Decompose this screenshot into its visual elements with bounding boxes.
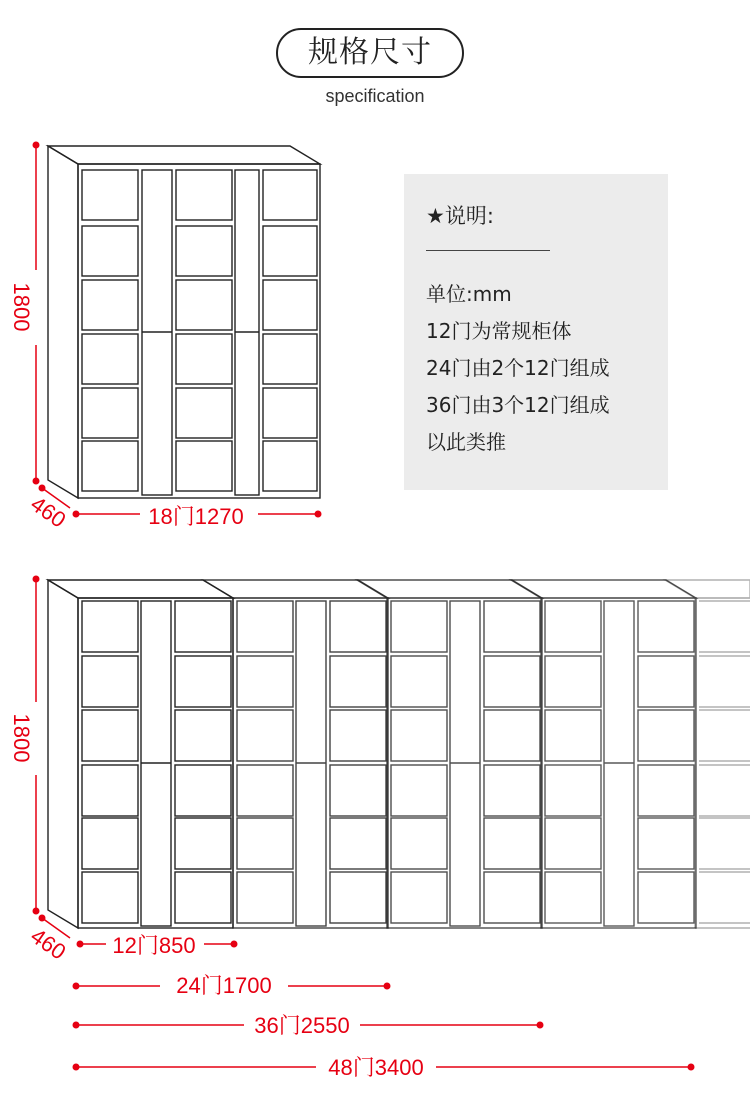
locker-door	[82, 765, 138, 816]
locker-door	[176, 280, 232, 330]
note-line-unit: 单位:mm	[426, 282, 512, 306]
dim-dot	[39, 485, 46, 492]
dim-dot	[537, 1022, 544, 1029]
locker-door	[545, 601, 601, 652]
dim-dot	[73, 1064, 80, 1071]
locker-door	[82, 280, 138, 330]
locker-door	[330, 710, 386, 761]
height-label-row: 1800	[9, 713, 34, 763]
locker-door	[237, 765, 293, 816]
cabinet-12-unit	[357, 580, 542, 928]
dim-dot	[33, 142, 40, 149]
locker-door	[263, 441, 317, 491]
page-subtitle: specification	[325, 86, 425, 106]
locker-door	[391, 656, 447, 707]
locker-door	[175, 818, 231, 869]
locker-door	[263, 226, 317, 276]
dim-dot	[231, 941, 238, 948]
locker-door	[484, 872, 540, 923]
locker-door	[82, 818, 138, 869]
locker-door	[638, 601, 694, 652]
locker-door	[638, 656, 694, 707]
locker-door	[484, 765, 540, 816]
locker-door	[176, 334, 232, 384]
dim-dot	[315, 511, 322, 518]
locker-door	[82, 441, 138, 491]
locker-door	[82, 334, 138, 384]
dim-dot	[688, 1064, 695, 1071]
dim-dot	[33, 576, 40, 583]
locker-door	[484, 818, 540, 869]
locker-door	[82, 388, 138, 438]
locker-door	[638, 710, 694, 761]
locker-door	[638, 765, 694, 816]
cabinet-faded-unit	[665, 580, 750, 928]
dim-dot	[73, 1022, 80, 1029]
locker-door	[330, 872, 386, 923]
locker-door	[638, 818, 694, 869]
locker-door	[330, 765, 386, 816]
note-line-12: 12门为常规柜体	[426, 319, 572, 343]
page-title: 规格尺寸	[308, 35, 432, 70]
locker-door	[175, 601, 231, 652]
cabinet-12-unit	[48, 580, 233, 928]
locker-door	[82, 170, 138, 220]
locker-door	[330, 818, 386, 869]
locker-door	[391, 818, 447, 869]
locker-door	[82, 872, 138, 923]
cabinet-top-panel	[48, 580, 233, 598]
width-label-36: 36门2550	[254, 1013, 350, 1038]
locker-door	[263, 388, 317, 438]
note-line-24: 24门由2个12门组成	[426, 356, 610, 380]
locker-door	[263, 280, 317, 330]
cabinet-row-side-panel	[48, 580, 78, 928]
locker-door	[638, 872, 694, 923]
locker-door	[263, 334, 317, 384]
locker-door	[82, 601, 138, 652]
locker-door	[545, 656, 601, 707]
cabinet-12-unit	[511, 580, 696, 928]
cabinet-18-front	[78, 164, 320, 498]
dimension-lines	[33, 142, 695, 1071]
locker-door	[545, 818, 601, 869]
cabinet-18-top-panel	[48, 146, 320, 164]
locker-door	[330, 656, 386, 707]
locker-door	[237, 872, 293, 923]
width-label-48: 48门3400	[328, 1055, 424, 1080]
locker-door	[237, 710, 293, 761]
height-label-18: 1800	[9, 282, 34, 332]
locker-door	[391, 601, 447, 652]
locker-door	[330, 601, 386, 652]
cabinet-top-panel	[665, 580, 750, 598]
locker-door	[176, 388, 232, 438]
cabinet-18-side-panel	[48, 146, 78, 498]
locker-door	[545, 765, 601, 816]
locker-door	[484, 601, 540, 652]
width-label-24: 24门1700	[176, 973, 272, 998]
dim-dot	[73, 983, 80, 990]
depth-label-row: 460	[26, 923, 71, 965]
dim-dot	[384, 983, 391, 990]
locker-door	[237, 818, 293, 869]
locker-door	[263, 170, 317, 220]
depth-label-18: 460	[26, 491, 71, 533]
locker-door	[391, 765, 447, 816]
locker-door	[545, 872, 601, 923]
locker-door	[545, 710, 601, 761]
note-line-etc: 以此类推	[426, 430, 506, 454]
locker-door	[175, 872, 231, 923]
dim-dot	[33, 908, 40, 915]
dim-dot	[33, 478, 40, 485]
width-label-18: 18门1270	[148, 504, 244, 529]
locker-door	[237, 656, 293, 707]
notes-heading: ★说明:	[426, 204, 494, 228]
dim-dot	[39, 915, 46, 922]
dim-dot	[73, 511, 80, 518]
locker-door	[176, 226, 232, 276]
cabinet-row	[48, 580, 750, 928]
locker-door	[237, 601, 293, 652]
locker-door	[176, 441, 232, 491]
locker-door	[175, 656, 231, 707]
locker-door	[82, 656, 138, 707]
width-label-12: 12门850	[112, 933, 196, 958]
note-line-36: 36门由3个12门组成	[426, 393, 610, 417]
locker-door	[175, 765, 231, 816]
locker-door	[484, 656, 540, 707]
locker-door	[391, 710, 447, 761]
dim-dot	[77, 941, 84, 948]
locker-door	[82, 226, 138, 276]
locker-door	[391, 872, 447, 923]
cabinet-18-door	[48, 146, 320, 498]
locker-door	[175, 710, 231, 761]
locker-door	[176, 170, 232, 220]
locker-door	[82, 710, 138, 761]
locker-door	[484, 710, 540, 761]
